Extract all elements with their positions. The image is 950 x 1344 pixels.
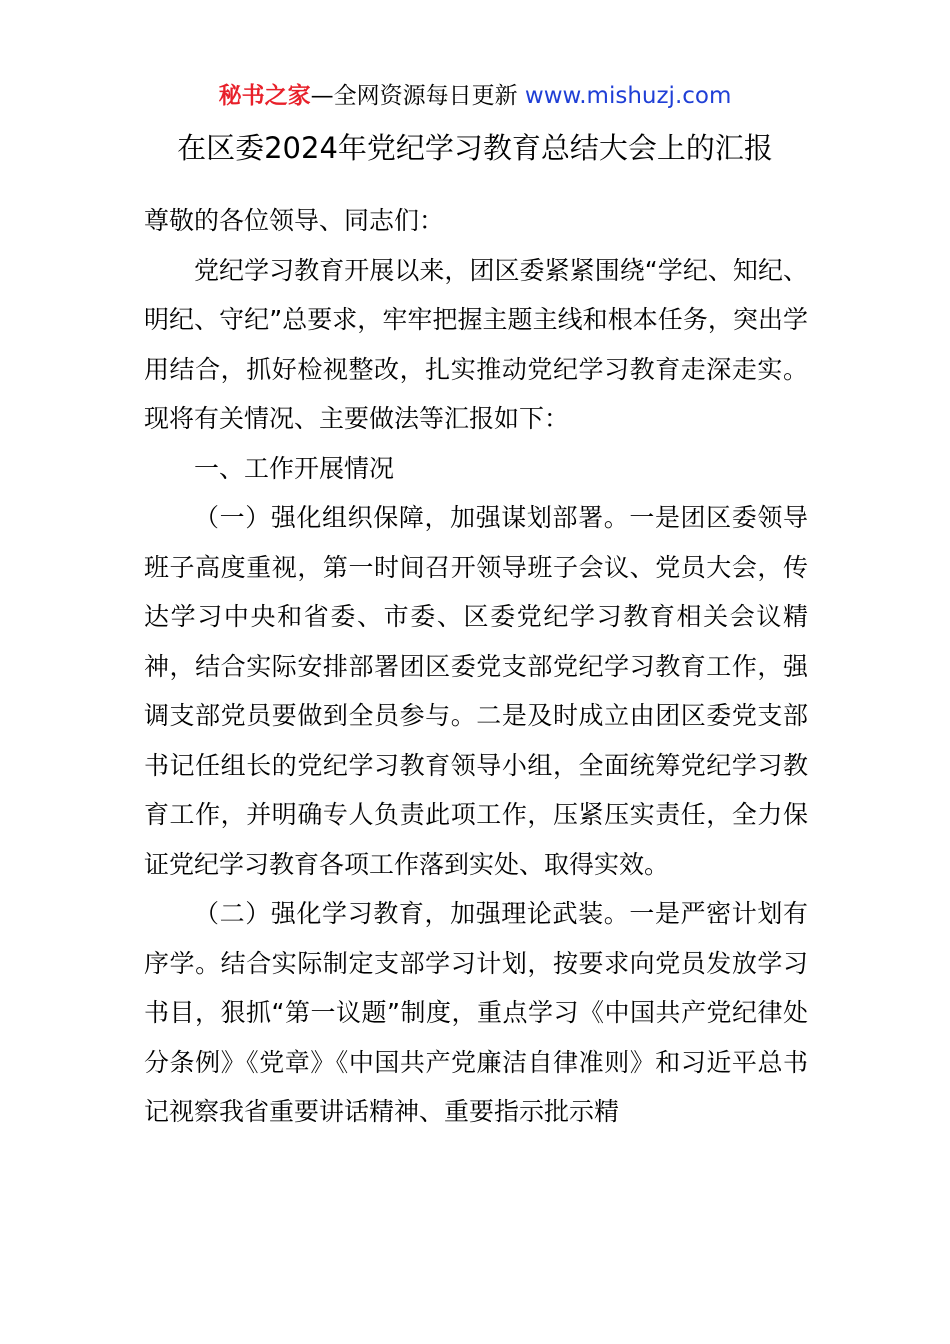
document-body bbox=[144, 196, 808, 1137]
site-tagline: —全网资源每日更新 bbox=[310, 83, 518, 109]
site-url-link[interactable]: www.mishuzj.com bbox=[524, 83, 732, 109]
paragraph-intro: 党纪学习教育开展以来，团区委紧紧围绕“学纪、知纪、明纪、守纪”总要求，牢牢把握主题主线和根本任务，突出学用结合，抓好检视整改，扎实推动党纪学习教育走深走实。现将有关情况、主要做法等汇报如下： bbox=[144, 255, 808, 433]
section-heading: 一、工作开展情况 bbox=[194, 453, 395, 483]
paragraph-study: （二）强化学习教育，加强理论武装。一是严密计划有序学。结合实际制定支部学习计划，按要求向党员发放学习书目，狠抓“第一议题”制度，重点学习《中国共产党纪律处分条例》《党章》《中国共产党廉洁自律准则》和习近平总书记视察我省重要讲话精神、重要指示批示精 bbox=[144, 899, 808, 1126]
site-brand: 秘书之家 bbox=[218, 83, 311, 109]
document-title: 在区委2024年党纪学习教育总结大会上的汇报 bbox=[177, 131, 773, 165]
paragraph-organization: （一）强化组织保障，加强谋划部署。一是团区委领导班子高度重视，第一时间召开领导班子会议、党员大会，传达学习中央和省委、市委、区委党纪学习教育相关会议精神，结合实际安排部署团区委党支部党纪学习教育工作，强调支部党员要做到全员参与。二是及时成立由团区委党支部书记任组长的党纪学习教育领导小组，全面统筹党纪学习教育工作，并明确专人负责此项工作，压紧压实责任，全力保证党纪学习教育各项工作落到实处、取得实效。 bbox=[144, 503, 808, 879]
site-banner bbox=[0, 80, 950, 112]
salutation: 尊敬的各位领导、同志们： bbox=[144, 206, 445, 235]
